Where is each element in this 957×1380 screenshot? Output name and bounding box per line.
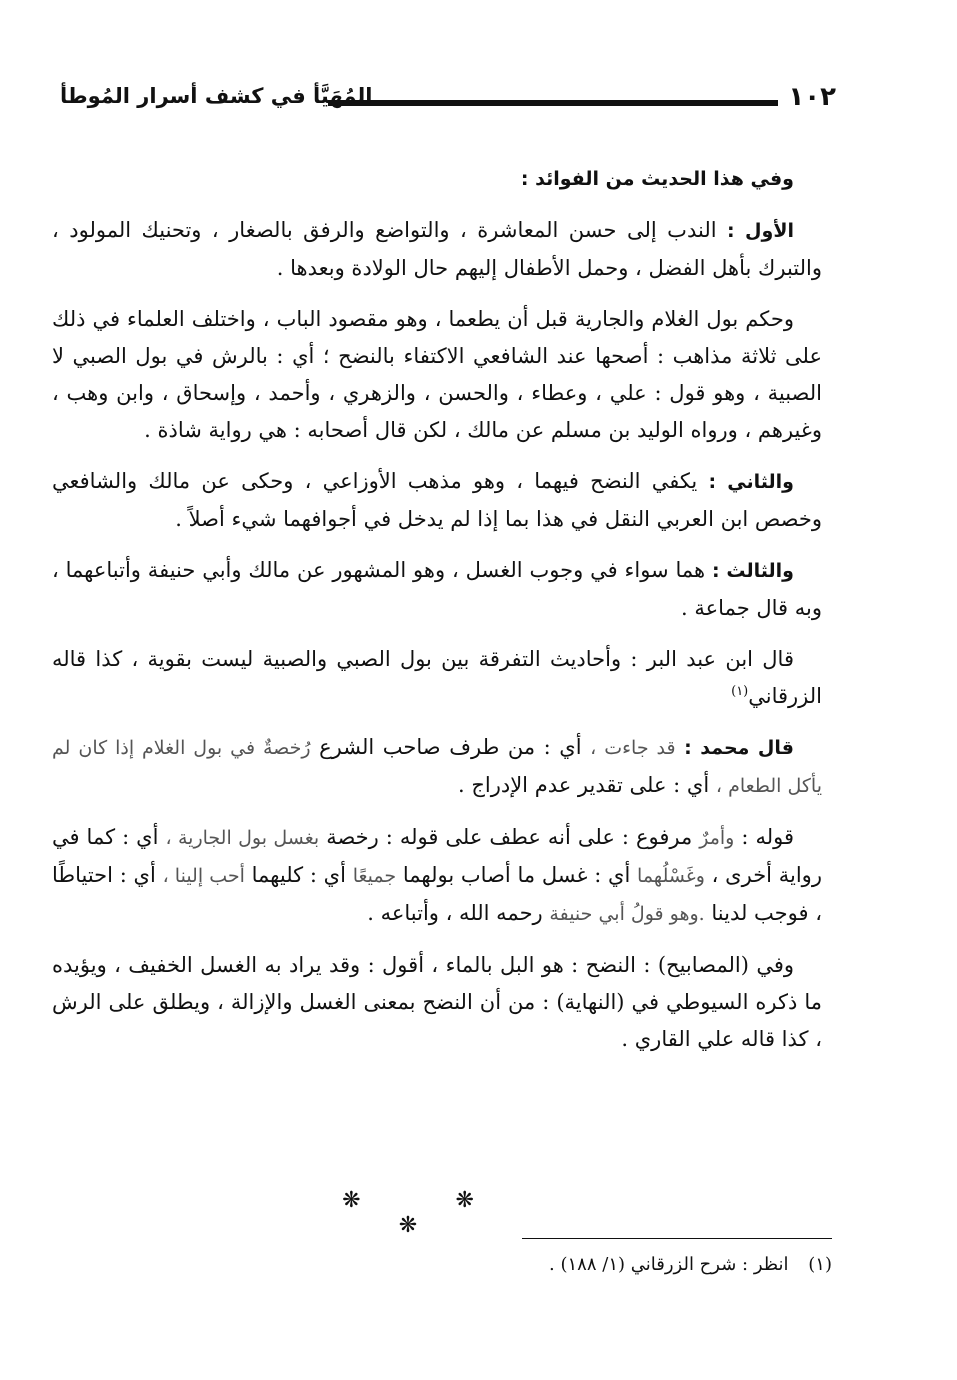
page-number: ١٠٢ [788, 82, 836, 112]
third-text: هما سواء في وجوب الغسل ، وهو المشهور عن مالك وأبي حنيفة وأتباعهما ، وبه قال جماعة . [52, 558, 822, 620]
book-title: المُهَيَّأ في كشف أسرار المُوطأ [60, 84, 373, 108]
commentary-text-1: قوله : [741, 825, 794, 849]
muhammad-text-1: أي : من طرف صاحب الشرع [319, 735, 582, 759]
paragraph-second [52, 463, 822, 538]
intro-line [52, 160, 822, 198]
paragraph-masabih [52, 947, 822, 1058]
masabih-text: وفي (المصابيح) : النضح : هو البل بالماء ، أقول : وقد يراد به الغسل الخفيف ، ويؤيده ما ذكره السيوطي في (النهاية) : من أن النضح بمعنى الغسل والإزالة ، ويطلق على الرش ، كذا قاله علي القاري . [52, 953, 822, 1051]
footnote-rule [522, 1238, 832, 1239]
paragraph-third [52, 552, 822, 627]
first-lead: الأول : [727, 220, 794, 242]
ruling-text: وحكم بول الغلام والجارية قبل أن يطعما ، وهو مقصود الباب ، واختلف العلماء في ذلك على ثلاثة مذاهب : أصحها عند الشافعي الاكتفاء بالنضح ؛ أي : بالرش في بول الصبي لا الصبية ، وهو قول : علي ، وعطاء ، والحسن ، والزهري ، وأحمد ، وإسحاق ، وابن وهب ، وغيرهم ، ورواه الوليد بن مسلم عن مالك ، لكن قال أصحابه : هي رواية شاذة . [52, 307, 822, 442]
muhammad-lead: قال محمد : [684, 737, 794, 759]
footnote-marker: (١) [808, 1254, 832, 1275]
commentary-quote-3: وغَسْلُهما [637, 865, 705, 887]
muhammad-quote-2: رُخصةٌ في بول الغلام إذا كان لم يأكل الطعام ، [52, 737, 822, 797]
second-text: يكفي النضح فيهما ، وهو مذهب الأوزاعي ، وحكى عن مالك والشافعي وخصص ابن العربي النقل في هذا بما إذا لم يدخل في أجوافهما شيء أصلاً . [52, 469, 822, 531]
commentary-text-4: أي : غسل ما أصاب بولهما [402, 863, 631, 887]
paragraph-first [52, 212, 822, 287]
commentary-quote-5: أحب إلينا ، [162, 865, 245, 887]
ibn-abd-al-barr-text: قال ابن عبد البر : وأحاديث التفرقة بين بول الصبي والصبية ليست بقوية ، كذا قاله الزرقاني [52, 647, 822, 708]
page-header [60, 82, 836, 122]
footnote-text: انظر : شرح الزرقاني (١/ ١٨٨) . [549, 1254, 789, 1275]
commentary-quote-4: جميعًا [352, 865, 397, 887]
commentary-text-2: مرفوع : على أنه عطف على قوله : رخصة [326, 825, 693, 849]
commentary-text-7: رحمه الله ، وأتباعه . [367, 901, 543, 925]
commentary-text-6: أي : احتياطًا ، فوجب لدينا [52, 863, 822, 925]
page-body [52, 160, 822, 1072]
muhammad-text-2: أي : على تقدير عدم الإدراج . [457, 773, 710, 797]
intro-text: وفي هذا الحديث من الفوائد : [520, 168, 794, 190]
footnote [432, 1250, 832, 1280]
commentary-text-5: أي : كليهما [251, 863, 346, 887]
commentary-quote-1: وأمرٌ [699, 827, 735, 849]
commentary-quote-6: .وهو قولُ أبي حنيفة [549, 903, 705, 925]
section-separator: ❋ ❋ ❋ [342, 1188, 518, 1238]
paragraph-commentary [52, 819, 822, 933]
footnote-ref: (١) [731, 684, 749, 699]
second-lead: والثاني : [708, 471, 794, 493]
commentary-quote-2: بغسل بول الجارية ، [165, 827, 320, 849]
paragraph-ibn-abd-al-barr [52, 641, 822, 715]
header-rule [328, 100, 778, 106]
first-text: الندب إلى حسن المعاشرة ، والتواضع والرفق بالصغار ، وتحنيك المولود ، والتبرك بأهل الفضل ، وحمل الأطفال إليهم حال الولادة وبعدها . [52, 218, 822, 280]
paragraph-ruling [52, 301, 822, 449]
paragraph-muhammad [52, 729, 822, 805]
muhammad-quote-1: قد جاءت ، [590, 737, 676, 759]
commentary-text-3: أي : كما في رواية أخرى ، [52, 825, 822, 887]
third-lead: والثالث : [712, 560, 794, 582]
